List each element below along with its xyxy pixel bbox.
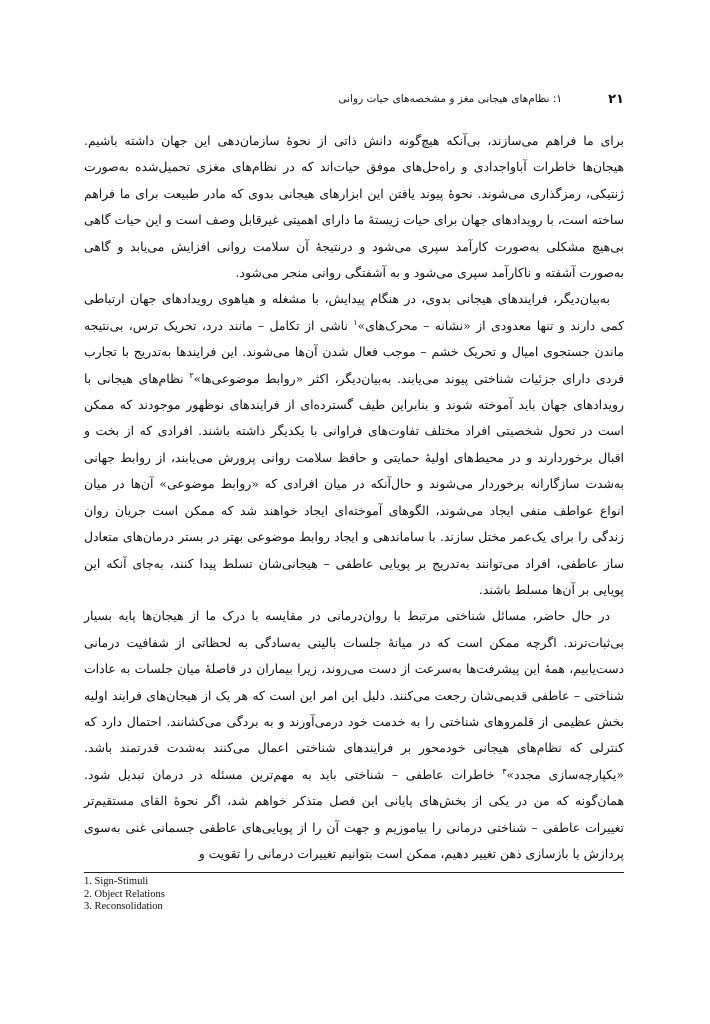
page-header <box>84 92 624 112</box>
paragraph-3-text-end: خاطرات عاطفی – شناختی باید به مهم‌ترین مسئله در درمان تبدیل شود. همان‌گونه که من در یکی از بخش‌های پایانی این فصل متذکر خواهم شد، اگر نحوهٔ القای مستقیم‌تر تغییرات عاطفی – شناختی درمانی را بیاموزیم و جهت آن را از پویایی‌های عاطفی جسمانی غنی به‌سوی پردازش یا بازسازی ذهن تغییر دهیم، ممکن است بتوانیم تغییرات درمانی را تقویت و <box>84 766 624 861</box>
paragraph-2 <box>84 286 624 603</box>
footnote-marker-2: ۲ <box>189 370 194 380</box>
footnote-2: 2. Object Relations <box>84 888 165 900</box>
footnote-marker-3: ۳ <box>502 766 507 776</box>
paragraph-3-text-start: در حال حاضر، مسائل شناختی مرتبط با روان‌درمانی در مقایسه با درک ما از هیجان‌ها پایه بسیار بی‌ثبات‌ترند. اگرچه ممکن است که در میانهٔ جلسات بالینی به‌سادگی به لحظاتی از شفافیت درمانی دست‌یابیم، همهٔ این پیشرفت‌ها به‌سرعت از دست می‌روند، زیرا بیماران در فاصلهٔ میان جلسات به عادات شناختی – عاطفی قدیمی‌شان رجعت می‌کنند. دلیل این امر این است که هر یک از هیجان‌های فرایند اولیه بخش عظیمی از قلمروهای شناختی را به خدمت خود درمی‌آورند و به بردگی می‌کشانند. احتمال دارد که کنترلی که نظام‌های هیجانی خودمحور بر فرایندهای شناختی اعمال می‌کنند به‌شدت قدرتمند باشد. «یکپارچه‌سازی مجدد» <box>84 608 624 782</box>
footnote-1: 1. Sign-Stimuli <box>84 876 149 887</box>
running-head: ۱: نظام‌های هیجانی مغز و مشخصه‌های حیات روانی <box>338 93 562 105</box>
paragraph-1 <box>84 128 624 286</box>
footnotes <box>84 876 624 914</box>
footnote-marker-1: ۱ <box>353 317 358 327</box>
paragraph-2-text-start: به‌بیان‌دیگر، فرایندهای هیجانی بدوی، در هنگام پیدایش، با مشغله و هیاهوی رویدادهای جهان ارتباطی کمی دارند و تنها معدودی از «نشانه – محرک‌های» <box>84 291 624 333</box>
paragraph-1-text: برای ما فراهم می‌سازند، بی‌آنکه هیچ‌گونه دانش ذاتی از نحوهٔ سازمان‌دهی این جهان داشته باشیم. هیجان‌ها خاطرات آباواجدادی و راه‌حل‌های موفق حیات‌اند که در نظام‌های مغزی تحمیل‌شده به‌صورت ژنتیکی، رمزگذاری می‌شوند. نحوهٔ پیوند یافتن این ابزارهای هیجانی بدوی که مادر طبیعت برای ما فراهم ساخته است، با رویدادهای جهان برای حیات زیستهٔ ما دارای اهمیتی غیرقابل وصف است و این حیات گاهی بی‌هیچ مشکلی به‌صورت کارآمد سپری می‌شود و درنتیجهٔ آن سلامت روانی افزایش می‌یابد و گاهی به‌صورت آشفته و ناکارآمد سپری می‌شود و به آشفتگی روانی منجر می‌شود. <box>84 133 624 281</box>
paragraph-3 <box>84 603 624 867</box>
footnote-3: 3. Reconsolidation <box>84 901 163 912</box>
footnote-divider <box>84 872 624 873</box>
paragraph-2-text-end: نظام‌های هیجانی با رویدادهای جهان باید آموخته شوند و بنابراین طیف گسترده‌ای از فرایندهای نوظهور موجودند که ممکن است در تحول شخصیتی افراد مختلف تفاوت‌های فراوانی با یکدیگر داشته باشند. افرادی که از بخت و اقبال برخوردارند و در محیط‌های اولیهٔ حمایتی و حافظ سلامت روانی پرورش می‌یابند، از روابط جهانی به‌شدت سازگارانه برخوردار می‌شوند و حال‌آنکه در میان افرادی که «روابط موضوعی» آن‌ها در میان انواع عواطف منفی ایجاد می‌شوند، الگوهای آموخته‌ای ایجاد خواهند شد که ممکن است جریان روان زندگی را برای یک‌عمر مختل سازند. با ساماندهی و ایجاد روابط موضوعی بهتر در بستر درمان‌های متعادل ساز عاطفی، افراد می‌توانند به‌تدریج بر پویایی عاطفی – هیجانی‌شان تسلط پیدا کنند، به‌جای آنکه این پویایی بر آن‌ها مسلط باشند. <box>84 370 624 597</box>
page-number: ۲۱ <box>608 92 624 107</box>
paragraph-2-text-middle: ناشی از تکامل – مانند درد، تحریک ترس، بی‌نتیجه ماندن جستجوی امیال و تحریک خشم – موجب فعال شدن آن‌ها می‌شوند. این فرایندها به‌تدریج با تجارب فردی دارای جزئیات شناختی پیوند می‌یابند. به‌بیان‌دیگر، اکثر «روابط موضوعی‌ها» <box>84 317 624 386</box>
body-text <box>84 128 624 867</box>
